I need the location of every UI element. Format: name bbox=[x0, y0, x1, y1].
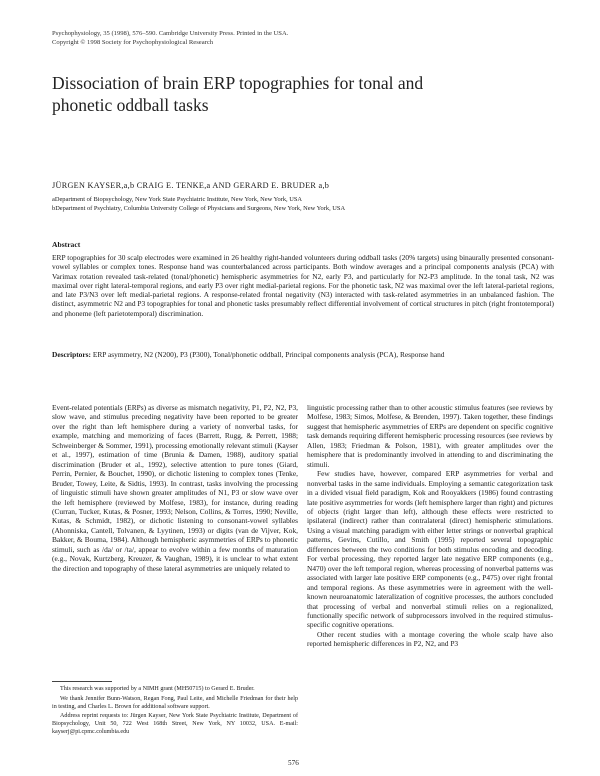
footnote-address: Address reprint requests to: Jürgen Kayser, New York State Psychiatric Institute, Department of Biopsychology, Unit 50, 722 West 168th Street, New York, NY 10032, USA. E-mail: kayserj@pi.cpmc.columbia.edu bbox=[52, 713, 298, 735]
footnote-acknowledgments: We thank Jennifer Bunn-Watson, Regan Fong, Paul Leite, and Michelle Friedman for their help in testing, and Charles L. Brown for additional software support. bbox=[52, 695, 298, 710]
copyright-line: Copyright © 1998 Society for Psychophysiological Research bbox=[52, 38, 214, 46]
body-paragraph: Few studies have, however, compared ERP asymmetries for verbal and nonverbal tasks in the same individuals. Employing a semantic categorization task in a divided visual field paradigm, Kok and Rooyakkers (1986) found contrasting late positive asymmetries for words (left hemisphere larger than right) and pictures of objects (right larger than left), although these effects were restricted to ipsilateral (indirect) rather than contralateral (direct) hemispheric stimulations. Using a visual matching paradigm with either letter strings or nonverbal graphical patterns, Gevins, Cutillo, and Smith (1995) reported several topographic differences between the two conditions for both stimulus encoding and decoding. For verbal processing, they reported larger late negative ERP components (e.g., N470) over the left temporal region, whereas processing of nonverbal patterns was associated with larger late positive ERP components (e.g., P475) over right frontal and temporal regions. As these asymmetries were in agreement with the well-known neuroanatomic lateralization of cognitive processes, the authors concluded that processing of verbal and nonverbal stimuli relies on a regionalized, functionally specific network of subprocessors involved in the required stimulus-specific cognitive operations. bbox=[307, 469, 553, 630]
affiliation-b: bDepartment of Psychiatry, Columbia University College of Physicians and Surgeons, New York, New York, USA bbox=[52, 204, 346, 212]
journal-header bbox=[52, 30, 288, 47]
abstract-text: ERP topographies for 30 scalp electrodes were examined in 26 healthy right-handed volunteers during oddball tasks (20% targets) using binaurally presented consonant-vowel syllables or complex tones. Response hand was counterbalanced across participants. Both window averages and a principal components analysis (PCA) with Varimax rotation revealed task-related (tonal/phonetic) hemispheric asymmetries for N2, early P3, and particularly for N2-P3 amplitude. In the tonal task, N2 was maximal over right lateral-temporal regions, and early P3 over right medial-parietal regions. For the phonetic task, N2 was maximal over the left lateral-parietal regions, and late P3/N3 over left medial-parietal regions. A response-related frontal negativity (N3) interacted with task-related asymmetries in an unbalanced fashion. The distinct, asymmetric N2 and P3 topographies for tonal and phonetic tasks presumably reflect differential involvement of cortical structures in pitch (right frontotemporal) and phoneme (left parietotemporal) discrimination. bbox=[52, 253, 554, 318]
affiliations bbox=[52, 196, 345, 214]
body-paragraph: linguistic processing rather than to other acoustic stimulus features (see reviews by Molfese, 1983; Simos, Molfese, & Brenden, 1997). Taken together, these findings suggest that hemispheric asymmetries of ERPs are dependent on specific cognitive task demands requiring different hemispheric processing resources (see reviews by Allen, 1983; Friedman & Polson, 1981), with greater amplitudes over the hemisphere that is predominantly involved in attending to and discriminating the stimuli. bbox=[307, 403, 553, 469]
author-list: JÜRGEN KAYSER,a,b CRAIG E. TENKE,a AND GERARD E. BRUDER a,b bbox=[52, 181, 330, 190]
paper-title: Dissociation of brain ERP topographies for tonal and phonetic oddball tasks bbox=[52, 73, 424, 115]
affiliation-a: aDepartment of Biopsychology, New York State Psychiatric Institute, New York, New York, USA bbox=[52, 196, 303, 203]
body-column-left bbox=[52, 403, 298, 573]
body-paragraph: Event-related potentials (ERPs) as diverse as mismatch negativity, P1, P2, N2, P3, slow wave, and stimulus preceding negativity have been reported to be greater over the right than left hemisphere during a variety of nonverbal tasks, for example, matching and memorizing of faces (Barrett, Rugg, & Perrett, 1988; Schweinberger & Sommer, 1991), processing emotionally relevant stimuli (Kayser et al., 1997), estimation of time (Brunia & Damen, 1988), auditory spatial discrimination (Bruder et al., 1992), selective attention to pure tones (Giard, Perrin, Pernier, & Bouchet, 1990), or dichotic listening to complex tones (Tenke, Bruder, Towey, Leite, & Sidtis, 1993). In contrast, tasks involving the processing of linguistic stimuli have shown greater amplitudes of N1, P3 or slow wave over the left hemisphere (reviewed by Molfese, 1983), for instance, during reading (Curran, Tucker, Kutas, & Posner, 1993; Nelson, Collins, & Torres, 1990; Neville, Kutas, & Schmidt, 1982), or dichotic listening to consonant-vowel syllables (Ahonniska, Cantell, Tolvanen, & Lyytinen, 1993) or digits (van de Vijver, Kok, Bakker, & Bouma, 1984). Although hemispheric asymmetries of ERPs to phonetic stimuli, such as /da/ or /ta/, appear to evolve within a few months of maturation (e.g., Novak, Kurtzberg, Kreuzer, & Vaughan, 1989), it is unclear to what extent the direction and topography of these lateral asymmetries are uniquely related to bbox=[52, 403, 298, 573]
abstract-heading: Abstract bbox=[52, 240, 81, 249]
footnote-funding: This research was supported by a NIMH grant (MH50715) to Gerard E. Bruder. bbox=[60, 686, 255, 692]
descriptors-label: Descriptors: bbox=[52, 350, 91, 359]
descriptors-text: ERP asymmetry, N2 (N200), P3 (P300), Tonal/phonetic oddball, Principal components analysis (PCA), Response hand bbox=[91, 350, 445, 359]
page-number: 576 bbox=[288, 759, 299, 767]
footnote-divider bbox=[52, 681, 112, 682]
footnotes bbox=[52, 686, 298, 737]
body-paragraph: Other recent studies with a montage covering the whole scalp have also reported hemispheric differences in P2, N2, and P3 bbox=[307, 629, 553, 649]
descriptors bbox=[52, 350, 554, 360]
body-column-right bbox=[307, 403, 553, 649]
journal-citation: Psychophysiology, 35 (1998), 576–590. Cambridge University Press. Printed in the USA. bbox=[52, 30, 289, 37]
